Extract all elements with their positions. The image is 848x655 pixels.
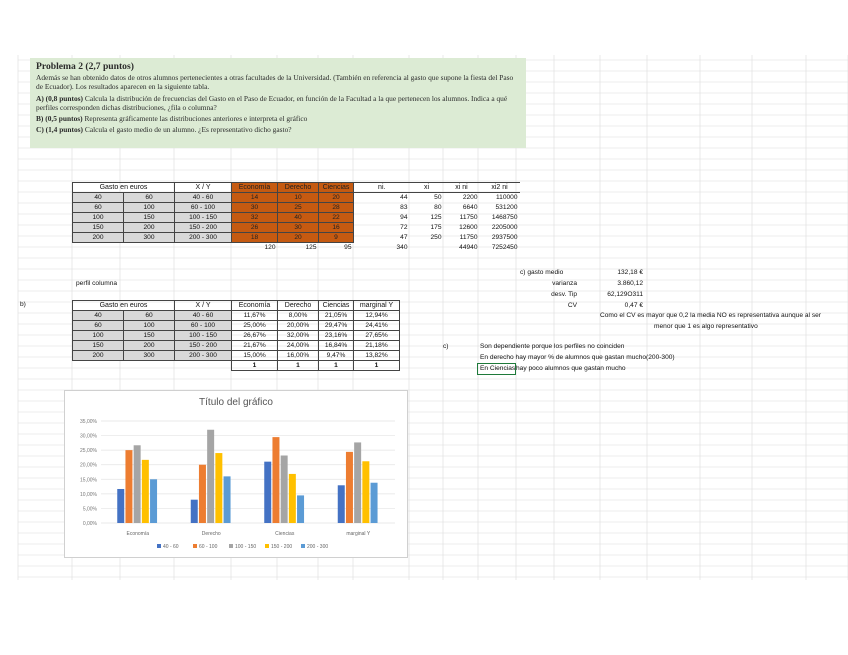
table-cell[interactable]: 80 [434,204,442,211]
table-cell[interactable]: 250 [430,234,442,241]
table-cell[interactable]: 100 [124,321,175,331]
bar [346,452,353,523]
empty-cell[interactable] [124,243,175,253]
table-cell[interactable]: 150 [124,213,175,223]
table-cell[interactable]: 60 [124,311,175,321]
table-cell[interactable]: 13,82% [354,351,400,361]
table-cell[interactable]: 40 [73,193,124,203]
y-tick-label: 35,00% [80,419,97,425]
header-xy[interactable]: X / Y [175,183,232,193]
total-cell[interactable]: 7252450 [491,243,518,251]
table-cell[interactable]: 20,00% [278,321,319,331]
bar [150,479,157,523]
chart-svg [65,391,407,557]
total-cell[interactable]: 1 [354,361,400,371]
table-cell[interactable]: 9,47% [319,351,354,361]
table-cell[interactable]: 150 [124,331,175,341]
legend-swatch [157,544,161,548]
table-cell[interactable]: 100 [124,203,175,213]
totals-row [73,243,520,253]
header-derecho[interactable]: Derecho [278,183,319,193]
table-cell[interactable]: 15,00% [232,351,278,361]
bar [142,460,149,523]
table-row [73,321,400,331]
total-cell[interactable]: 340 [396,243,408,251]
table-cell[interactable]: 21,67% [232,341,278,351]
table-cell[interactable]: 2205000 [491,224,518,231]
table-cell[interactable]: 16 [319,223,354,233]
table-row [73,223,520,233]
total-cell[interactable]: 1 [278,361,319,371]
empty-cell[interactable] [175,361,232,371]
table-cell[interactable]: 150 [73,223,124,233]
y-tick-label: 5,00% [82,506,97,513]
table-cell[interactable]: 18 [232,233,278,243]
bar [224,476,231,523]
frequency-table [72,182,520,252]
table-cell[interactable]: 11750 [459,234,478,241]
table-cell[interactable]: 22 [319,213,354,223]
legend-swatch [265,544,269,548]
table-row [73,351,400,361]
bar-chart[interactable] [64,390,408,558]
y-tick-label: 20,00% [80,462,97,469]
x-tick-label: marginal Y [346,531,371,537]
table-cell[interactable]: 2937500 [491,234,518,241]
header-ciencias[interactable]: Ciencias [319,301,354,311]
header-ciencias[interactable]: Ciencias [319,183,354,193]
comment-derecho[interactable]: En derecho hay mayor % de alumnos que gastan mucho(200-300) [480,354,675,361]
table-cell[interactable]: 12600 [459,224,478,231]
perfil-label[interactable]: perfil columna [76,280,118,287]
table-cell[interactable]: 23,16% [319,331,354,341]
table-cell[interactable]: 60 - 100 [175,203,232,213]
x-tick-label: Ciencias [275,531,295,537]
table-cell[interactable]: 200 - 300 [175,351,232,361]
table-row [73,331,400,341]
bar [215,453,222,523]
legend-label: 150 - 200 [271,544,293,550]
bar [362,461,369,523]
table-cell[interactable]: 94 [400,214,408,221]
table-cell[interactable]: 24,41% [354,321,400,331]
varianza-label[interactable]: varianza [552,280,577,287]
comment-ciencias-rest[interactable]: hay poco alumnos que gastan mucho [516,365,626,372]
table-cell[interactable]: 200 [124,341,175,351]
chart-title: Título del gráfico [199,397,273,408]
table-cell[interactable]: 26 [232,223,278,233]
legend-swatch [229,544,233,548]
table-cell[interactable]: 11750 [459,214,478,221]
part-b-label[interactable]: b) [20,301,26,308]
legend-label: 40 - 60 [163,544,179,550]
bar [191,500,198,523]
header-derecho[interactable]: Derecho [278,301,319,311]
table-cell[interactable]: 16,00% [278,351,319,361]
table-cell[interactable]: 110000 [495,194,518,202]
gasto-medio-label[interactable]: c) gasto medio [520,269,564,276]
table-row [73,193,520,203]
empty-cell[interactable] [124,361,175,371]
varianza-value[interactable]: 3.860,12 [617,280,643,287]
total-cell[interactable] [410,243,444,253]
table-cell[interactable]: 150 [73,341,124,351]
table-row [73,213,520,223]
table-cell[interactable]: 40 - 60 [175,193,232,203]
part-c-label[interactable]: c) [443,343,449,350]
table-cell[interactable]: 14 [232,193,278,203]
x-tick-label: Derecho [201,531,221,537]
table-row [73,311,400,321]
table-cell[interactable]: 200 [124,223,175,233]
header-xy[interactable]: X / Y [175,301,232,311]
table-cell[interactable]: 50 [434,194,442,202]
table-cell[interactable]: 32 [232,213,278,223]
table-cell[interactable]: 27,65% [354,331,400,341]
header-economia[interactable]: Economía [232,301,278,311]
profile-table [72,300,400,371]
table-cell[interactable]: 20 [278,233,319,243]
bar [272,437,279,523]
table-cell[interactable]: 200 - 300 [175,233,232,243]
x-tick-label: Economía [126,531,150,537]
header-xi[interactable]: xi [410,183,444,193]
total-cell[interactable]: 1 [232,361,278,371]
gasto-medio-value[interactable]: 132,18 € [617,269,643,276]
table-cell[interactable]: 60 [73,203,124,213]
total-cell[interactable]: 95 [344,244,352,251]
table-cell[interactable]: 83 [400,204,408,211]
table-cell[interactable]: 150 - 200 [175,341,232,351]
table-cell[interactable]: 32,00% [278,331,319,341]
table-cell[interactable]: 40 - 60 [175,311,232,321]
desv-value[interactable]: 62,129O311 [607,291,643,298]
cv-label[interactable]: CV [567,302,577,309]
table-row [73,341,400,351]
table-cell[interactable]: 25,00% [232,321,278,331]
table-cell[interactable]: 10 [278,193,319,203]
problem-part-b: B) (0,5 puntos) Representa gráficamente las distribuciones anteriores e interpreta el gráfico [36,114,308,124]
table-cell[interactable]: 100 [73,331,124,341]
table-cell[interactable]: 21,05% [319,311,354,321]
bar [281,456,288,523]
problem-intro: Además se han obtenido datos de otros alumnos pertenecientes a otras facultades de la Universidad. (También en referencia al gasto que supone la fiesta del Paso de Ecuador). Los resultados aparecen en la siguiente tabla. [36,73,514,92]
empty-cell[interactable] [73,243,124,253]
header-gasto[interactable]: Gasto en euros [73,301,175,311]
desv-label[interactable]: desv. Tip [551,291,577,298]
bar [207,430,214,523]
comment-ciencias-selected[interactable]: En Ciencias [480,365,516,372]
table-row [73,203,520,213]
table-cell[interactable]: 200 [73,351,124,361]
table-cell[interactable]: 60 [124,193,175,203]
bar [199,465,206,523]
table-cell[interactable]: 20 [319,193,354,203]
header-marginal[interactable]: marginal Y [354,301,400,311]
total-cell[interactable]: 125 [305,244,317,251]
total-cell[interactable]: 120 [264,244,276,251]
table-header-row [73,183,520,193]
table-header-row [73,301,400,311]
table-cell[interactable]: 16,84% [319,341,354,351]
y-tick-label: 15,00% [80,477,97,484]
header-xini[interactable]: xi ni [444,183,480,193]
table-cell[interactable]: 12,94% [354,311,400,321]
table-cell[interactable]: 60 - 100 [175,321,232,331]
table-cell[interactable]: 100 - 150 [175,331,232,341]
bar [134,445,141,523]
cv-value[interactable]: 0,47 € [624,302,643,309]
legend-label: 60 - 100 [199,544,218,550]
table-cell[interactable]: 44 [400,194,408,202]
table-cell[interactable]: 40 [278,213,319,223]
cv-note-1[interactable]: Como el CV es mayor que 0,2 la media NO es representativa aunque al ser [600,312,822,319]
header-xi2ni[interactable]: xi2 ni [480,183,520,193]
y-tick-label: 30,00% [80,433,97,440]
bar [125,450,132,523]
empty-cell[interactable] [73,361,124,371]
table-cell[interactable]: 531200 [495,204,518,211]
total-cell[interactable]: 1 [319,361,354,371]
total-cell[interactable]: 44940 [459,243,478,251]
legend-label: 200 - 300 [307,544,329,550]
problem-part-a: A) (0,8 puntos) Calcula la distribución de frecuencias del Gasto en el Paso de Ecuador, en función de la Facultad a la que pertenecen los alumnos. Indica a qué perfiles corresponden dichas distribuciones, ¿fila o columna? [36,93,508,112]
problem-statement [30,58,526,148]
bar [289,474,296,523]
table-cell[interactable]: 2200 [462,194,478,202]
bar [338,485,345,523]
table-cell[interactable]: 29,47% [319,321,354,331]
table-cell[interactable]: 175 [430,224,442,231]
header-economia[interactable]: Economía [232,183,278,193]
table-cell[interactable]: 30 [232,203,278,213]
header-ni[interactable]: ni. [354,183,410,193]
table-cell[interactable]: 25 [278,203,319,213]
table-cell[interactable]: 47 [400,234,408,241]
legend-label: 100 - 150 [235,544,257,550]
table-cell[interactable]: 6640 [462,204,478,211]
table-cell[interactable]: 26,67% [232,331,278,341]
table-cell[interactable]: 9 [319,233,354,243]
table-cell[interactable]: 1468750 [491,214,518,221]
bar [117,489,124,523]
table-cell[interactable]: 40 [73,311,124,321]
y-tick-label: 0,00% [82,521,97,527]
problem-title: Problema 2 (2,7 puntos) [36,61,134,72]
bar [297,495,304,523]
table-cell[interactable]: 72 [400,224,408,231]
bar [354,442,361,523]
problem-part-c: C) (1,4 puntos) Calcula el gasto medio de un alumno. ¿Es representativo dicho gasto? [36,125,292,135]
header-gasto[interactable]: Gasto en euros [73,183,175,193]
table-cell[interactable]: 11,67% [232,311,278,321]
table-cell[interactable]: 21,18% [354,341,400,351]
legend-swatch [193,544,197,548]
table-cell[interactable]: 100 [73,213,124,223]
totals-row [73,361,400,371]
legend-swatch [301,544,305,548]
table-cell[interactable]: 24,00% [278,341,319,351]
table-cell[interactable]: 100 - 150 [175,213,232,223]
y-tick-label: 25,00% [80,448,97,455]
table-cell[interactable]: 300 [124,351,175,361]
table-cell[interactable]: 28 [319,203,354,213]
table-cell[interactable]: 30 [278,223,319,233]
bar [264,462,271,523]
cv-note-2[interactable]: menor que 1 es algo representativo [654,323,758,330]
table-cell[interactable]: 150 - 200 [175,223,232,233]
table-cell[interactable]: 300 [124,233,175,243]
bar [371,483,378,523]
table-cell[interactable]: 200 [73,233,124,243]
table-cell[interactable]: 60 [73,321,124,331]
comment-dependence[interactable]: Son dependiente porque los perfiles no coinciden [480,343,625,350]
table-cell[interactable]: 125 [430,214,442,221]
table-cell[interactable]: 8,00% [278,311,319,321]
empty-cell[interactable] [175,243,232,253]
table-row [73,233,520,243]
y-tick-label: 10,00% [80,491,97,498]
